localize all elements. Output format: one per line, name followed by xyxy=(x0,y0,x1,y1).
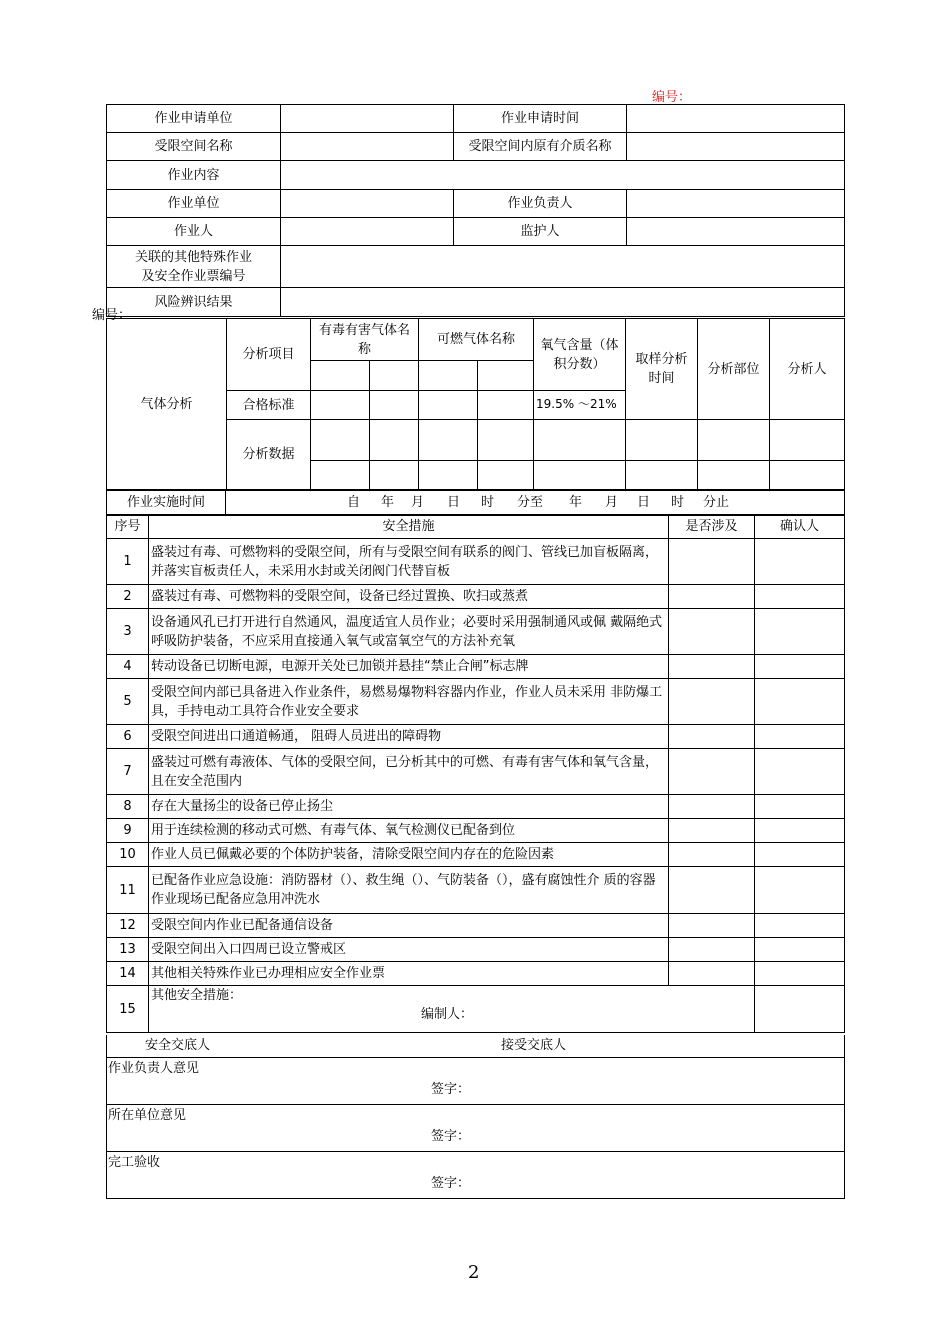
involved-cell[interactable] xyxy=(669,539,755,585)
apply-time-field[interactable] xyxy=(627,105,845,133)
involved-cell[interactable] xyxy=(669,843,755,867)
medium-name-label: 受限空间内原有介质名称 xyxy=(454,133,627,161)
work-leader-label: 作业负责人 xyxy=(454,190,627,218)
time-year: 年 xyxy=(381,495,395,510)
col-involved-header: 是否涉及 xyxy=(669,515,755,539)
table-row xyxy=(107,914,845,938)
confirm-cell[interactable] xyxy=(755,725,845,749)
data-cell[interactable] xyxy=(534,420,626,461)
row-no: 4 xyxy=(107,655,149,679)
guardian-label: 监护人 xyxy=(454,218,627,246)
safety-measures-table xyxy=(106,514,845,1033)
row-measure: 受限空间进出口通道畅通， 阻碍人员进出的障碍物 xyxy=(149,725,669,749)
involved-cell[interactable] xyxy=(669,679,755,725)
confirm-cell[interactable] xyxy=(755,585,845,609)
leader-opinion-label: 作业负责人意见 xyxy=(108,1061,200,1076)
gas-analysis-table xyxy=(106,318,845,490)
table-row xyxy=(107,585,845,609)
time-month: 月 xyxy=(411,495,425,510)
handover-receiver-label: 接受交底人 xyxy=(501,1038,567,1053)
confirm-cell[interactable] xyxy=(755,819,845,843)
involved-cell[interactable] xyxy=(669,867,755,914)
medium-name-field[interactable] xyxy=(627,133,845,161)
row-no: 14 xyxy=(107,962,149,986)
space-name-label: 受限空间名称 xyxy=(107,133,281,161)
data-cell[interactable] xyxy=(311,420,370,461)
data-cell[interactable] xyxy=(478,420,534,461)
confirm-cell[interactable] xyxy=(755,867,845,914)
involved-cell[interactable] xyxy=(669,609,755,655)
time-hour-2: 时 xyxy=(671,495,685,510)
time-from: 自 xyxy=(347,495,361,510)
work-time-row xyxy=(106,490,845,516)
col-measure-header: 安全措施 xyxy=(149,515,669,539)
opinions-table xyxy=(106,1057,845,1199)
oxygen-content-label: 氧气含量（体积分数） xyxy=(534,319,626,391)
form-number-label-2: 编号： xyxy=(92,308,132,323)
confirm-cell[interactable] xyxy=(755,795,845,819)
row-no: 12 xyxy=(107,914,149,938)
row-measure: 作业人员已佩戴必要的个体防护装备，清除受限空间内存在的危险因素 xyxy=(149,843,669,867)
data-cell[interactable] xyxy=(698,461,770,490)
involved-cell[interactable] xyxy=(669,914,755,938)
analysis-part-label: 分析部位 xyxy=(698,319,770,420)
row-no: 13 xyxy=(107,938,149,962)
analyst-label: 分析人 xyxy=(770,319,845,420)
confirm-cell[interactable] xyxy=(755,539,845,585)
handover-giver-label: 安全交底人 xyxy=(145,1038,211,1053)
col-confirm-header: 确认人 xyxy=(755,515,845,539)
acceptance-field[interactable] xyxy=(107,1152,845,1199)
time-hour: 时 xyxy=(481,495,495,510)
flammable-gas-2[interactable] xyxy=(478,361,534,391)
unit-sign-label: 签字： xyxy=(431,1129,471,1144)
info-table xyxy=(106,104,845,317)
involved-cell[interactable] xyxy=(669,725,755,749)
row-no: 8 xyxy=(107,795,149,819)
confirm-cell[interactable] xyxy=(755,749,845,795)
confirm-cell[interactable] xyxy=(755,938,845,962)
apply-unit-field[interactable] xyxy=(281,105,454,133)
data-cell[interactable] xyxy=(419,461,478,490)
unit-opinion-label: 所在单位意见 xyxy=(108,1108,187,1123)
data-cell[interactable] xyxy=(534,461,626,490)
related-field[interactable] xyxy=(281,246,845,288)
confirm-cell[interactable] xyxy=(755,914,845,938)
confirm-cell[interactable] xyxy=(755,843,845,867)
handover-row xyxy=(106,1035,845,1057)
row-measure: 转动设备已切断电源，电源开关处已加锁并悬挂“禁止合闸”标志牌 xyxy=(149,655,669,679)
other-measures-label: 其他安全措施： xyxy=(151,988,243,1003)
involved-cell[interactable] xyxy=(669,585,755,609)
row-measure: 受限空间内作业已配备通信设备 xyxy=(149,914,669,938)
table-row xyxy=(107,962,845,986)
row-no: 1 xyxy=(107,539,149,585)
toxic-standard-1[interactable] xyxy=(311,391,370,420)
compiler-label: 编制人： xyxy=(421,1007,474,1022)
acceptance-sign-label: 签字： xyxy=(431,1176,471,1191)
row-measure: 已配备作业应急设施：消防器材（）、救生绳（）、气防装备（），盛有腐蚀性介 质的容器作业现场已配备应急用冲洗水 xyxy=(149,867,669,914)
analysis-item-label: 分析项目 xyxy=(227,319,311,391)
confirm-cell[interactable] xyxy=(755,986,845,1033)
data-cell[interactable] xyxy=(370,461,419,490)
row-measure: 盛装过可燃有毒液体、气体的受限空间，已分析其中的可燃、有毒有害气体和氧气含量，且在安全范围内 xyxy=(149,749,669,795)
flammable-gas-label: 可燃气体名称 xyxy=(419,319,534,361)
row-measure: 其他相关特殊作业已办理相应安全作业票 xyxy=(149,962,669,986)
toxic-gas-2[interactable] xyxy=(370,361,419,391)
table-row-other xyxy=(107,986,845,1033)
worker-field[interactable] xyxy=(281,218,454,246)
row-measure: 用于连续检测的移动式可燃、有毒气体、氧气检测仪已配备到位 xyxy=(149,819,669,843)
table-row xyxy=(107,655,845,679)
toxic-gas-1[interactable] xyxy=(311,361,370,391)
table-row xyxy=(107,843,845,867)
row-measure: 受限空间出入口四周已设立警戒区 xyxy=(149,938,669,962)
acceptance-label: 完工验收 xyxy=(108,1155,161,1170)
row-no: 10 xyxy=(107,843,149,867)
work-leader-field[interactable] xyxy=(627,190,845,218)
work-unit-label: 作业单位 xyxy=(107,190,281,218)
row-measure: 盛装过有毒、可燃物料的受限空间，所有与受限空间有联系的阀门、管线已加盲板隔离，并落实盲板责任人，未采用水封或关闭阀门代替盲板 xyxy=(149,539,669,585)
confirm-cell[interactable] xyxy=(755,655,845,679)
related-label: 关联的其他特殊作业 及安全作业票编号 xyxy=(107,246,281,288)
space-name-field[interactable] xyxy=(281,133,454,161)
time-day-2: 日 xyxy=(637,495,651,510)
row-no: 7 xyxy=(107,749,149,795)
apply-unit-label: 作业申请单位 xyxy=(107,105,281,133)
gas-analysis-title: 气体分析 xyxy=(107,319,227,490)
data-cell[interactable] xyxy=(419,420,478,461)
flammable-standard-1[interactable] xyxy=(419,391,478,420)
worker-label: 作业人 xyxy=(107,218,281,246)
row-no: 3 xyxy=(107,609,149,655)
other-measures-field[interactable] xyxy=(149,986,755,1033)
data-cell[interactable] xyxy=(626,461,698,490)
form-number-label: 编号： xyxy=(652,90,692,105)
table-row xyxy=(107,867,845,914)
analysis-data-label: 分析数据 xyxy=(227,420,311,490)
time-min-end: 分止 xyxy=(703,495,730,510)
involved-cell[interactable] xyxy=(669,962,755,986)
involved-cell[interactable] xyxy=(669,655,755,679)
work-time-label: 作业实施时间 xyxy=(107,491,226,515)
row-measure: 受限空间内部已具备进入作业条件，易燃易爆物料容器内作业，作业人员未采用 非防爆工具，手持电动工具符合作业安全要求 xyxy=(149,679,669,725)
involved-cell[interactable] xyxy=(669,819,755,843)
table-row xyxy=(107,539,845,585)
flammable-gas-1[interactable] xyxy=(419,361,478,391)
row-no: 2 xyxy=(107,585,149,609)
content-label: 作业内容 xyxy=(107,161,281,190)
confirm-cell[interactable] xyxy=(755,679,845,725)
work-time-field[interactable] xyxy=(225,491,843,515)
risk-field[interactable] xyxy=(281,288,845,317)
confirm-cell[interactable] xyxy=(755,962,845,986)
row-measure: 存在大量扬尘的设备已停止扬尘 xyxy=(149,795,669,819)
col-no-header: 序号 xyxy=(107,515,149,539)
row-measure: 盛装过有毒、可燃物料的受限空间，设备已经过置换、吹扫或蒸煮 xyxy=(149,585,669,609)
row-measure: 设备通风孔已打开进行自然通风，温度适宜人员作业；必要时采用强制通风或佩 戴隔绝式呼吸防护装备，不应采用直接通入氧气或富氧空气的方法补充氧 xyxy=(149,609,669,655)
table-row xyxy=(107,938,845,962)
data-cell[interactable] xyxy=(370,420,419,461)
data-cell[interactable] xyxy=(311,461,370,490)
page-number: 2 xyxy=(468,1262,480,1283)
row-no: 6 xyxy=(107,725,149,749)
toxic-gas-label: 有毒有害气体名称 xyxy=(311,319,419,361)
oxygen-standard: 19.5% ～21% xyxy=(534,391,626,420)
involved-cell[interactable] xyxy=(669,938,755,962)
standard-label: 合格标准 xyxy=(227,391,311,420)
data-cell[interactable] xyxy=(626,420,698,461)
row-no: 5 xyxy=(107,679,149,725)
data-cell[interactable] xyxy=(770,420,845,461)
leader-opinion-field[interactable] xyxy=(107,1058,845,1105)
row-no: 15 xyxy=(107,986,149,1033)
time-month-2: 月 xyxy=(605,495,619,510)
confirm-cell[interactable] xyxy=(755,609,845,655)
sample-time-label: 取样分析时间 xyxy=(626,319,698,420)
table-row xyxy=(107,679,845,725)
content-field[interactable] xyxy=(281,161,845,190)
data-cell[interactable] xyxy=(770,461,845,490)
leader-sign-label: 签字： xyxy=(431,1082,471,1097)
data-cell[interactable] xyxy=(478,461,534,490)
table-row xyxy=(107,725,845,749)
work-unit-field[interactable] xyxy=(281,190,454,218)
table-row xyxy=(107,609,845,655)
flammable-standard-2[interactable] xyxy=(478,391,534,420)
table-row xyxy=(107,749,845,795)
data-cell[interactable] xyxy=(698,420,770,461)
row-no: 11 xyxy=(107,867,149,914)
row-no: 9 xyxy=(107,819,149,843)
time-year-2: 年 xyxy=(569,495,583,510)
table-row xyxy=(107,819,845,843)
guardian-field[interactable] xyxy=(627,218,845,246)
apply-time-label: 作业申请时间 xyxy=(454,105,627,133)
involved-cell[interactable] xyxy=(669,795,755,819)
toxic-standard-2[interactable] xyxy=(370,391,419,420)
risk-label: 风险辨识结果 xyxy=(107,288,281,317)
involved-cell[interactable] xyxy=(669,749,755,795)
time-min-to: 分至 xyxy=(517,495,544,510)
unit-opinion-field[interactable] xyxy=(107,1105,845,1152)
table-row xyxy=(107,795,845,819)
time-day: 日 xyxy=(447,495,461,510)
